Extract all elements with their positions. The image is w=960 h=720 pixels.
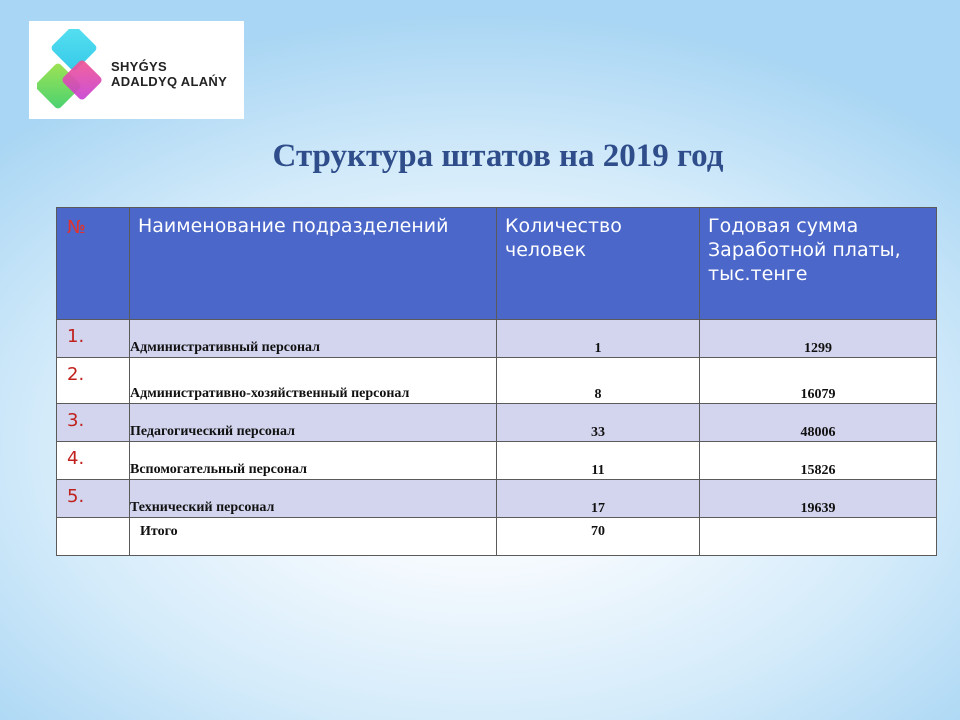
- row-name: Административный персонал: [130, 320, 497, 358]
- logo-line-1: SHYǴYS: [111, 59, 167, 74]
- total-label: Итого: [130, 518, 497, 556]
- table-total-row: [57, 518, 937, 556]
- table-row: [57, 480, 937, 518]
- header-count: Количество человек: [497, 208, 700, 320]
- logo: [29, 21, 244, 119]
- table-header-row: [57, 208, 937, 320]
- logo-line-2: ADALDYQ ALAŃY: [111, 74, 228, 89]
- row-sum: 16079: [700, 358, 937, 404]
- row-name: Педагогический персонал: [130, 404, 497, 442]
- row-name: Технический персонал: [130, 480, 497, 518]
- total-empty-cell: [57, 518, 130, 556]
- row-num: 4.: [57, 442, 130, 480]
- row-name: Административно-хозяйственный персонал: [130, 358, 497, 404]
- logo-text: [111, 59, 227, 89]
- row-count: 33: [497, 404, 700, 442]
- row-sum: 19639: [700, 480, 937, 518]
- total-empty-sum: [700, 518, 937, 556]
- table-row: [57, 358, 937, 404]
- row-sum: 1299: [700, 320, 937, 358]
- logo-mark-icon: [37, 29, 107, 111]
- table-row: [57, 442, 937, 480]
- row-count: 8: [497, 358, 700, 404]
- row-num: 5.: [57, 480, 130, 518]
- row-name: Вспомогательный персонал: [130, 442, 497, 480]
- row-num: 1.: [57, 320, 130, 358]
- table-row: [57, 320, 937, 358]
- total-count: 70: [497, 518, 700, 556]
- header-name: Наименование подразделений: [130, 208, 497, 320]
- row-num: 2.: [57, 358, 130, 404]
- page-title: Структура штатов на 2019 год: [272, 138, 724, 174]
- staff-table: [56, 207, 937, 556]
- row-sum: 15826: [700, 442, 937, 480]
- row-sum: 48006: [700, 404, 937, 442]
- header-num: №: [57, 208, 130, 320]
- row-num: 3.: [57, 404, 130, 442]
- header-sum: Годовая сумма Заработной платы, тыс.тенге: [700, 208, 937, 320]
- table-row: [57, 404, 937, 442]
- row-count: 1: [497, 320, 700, 358]
- row-count: 11: [497, 442, 700, 480]
- row-count: 17: [497, 480, 700, 518]
